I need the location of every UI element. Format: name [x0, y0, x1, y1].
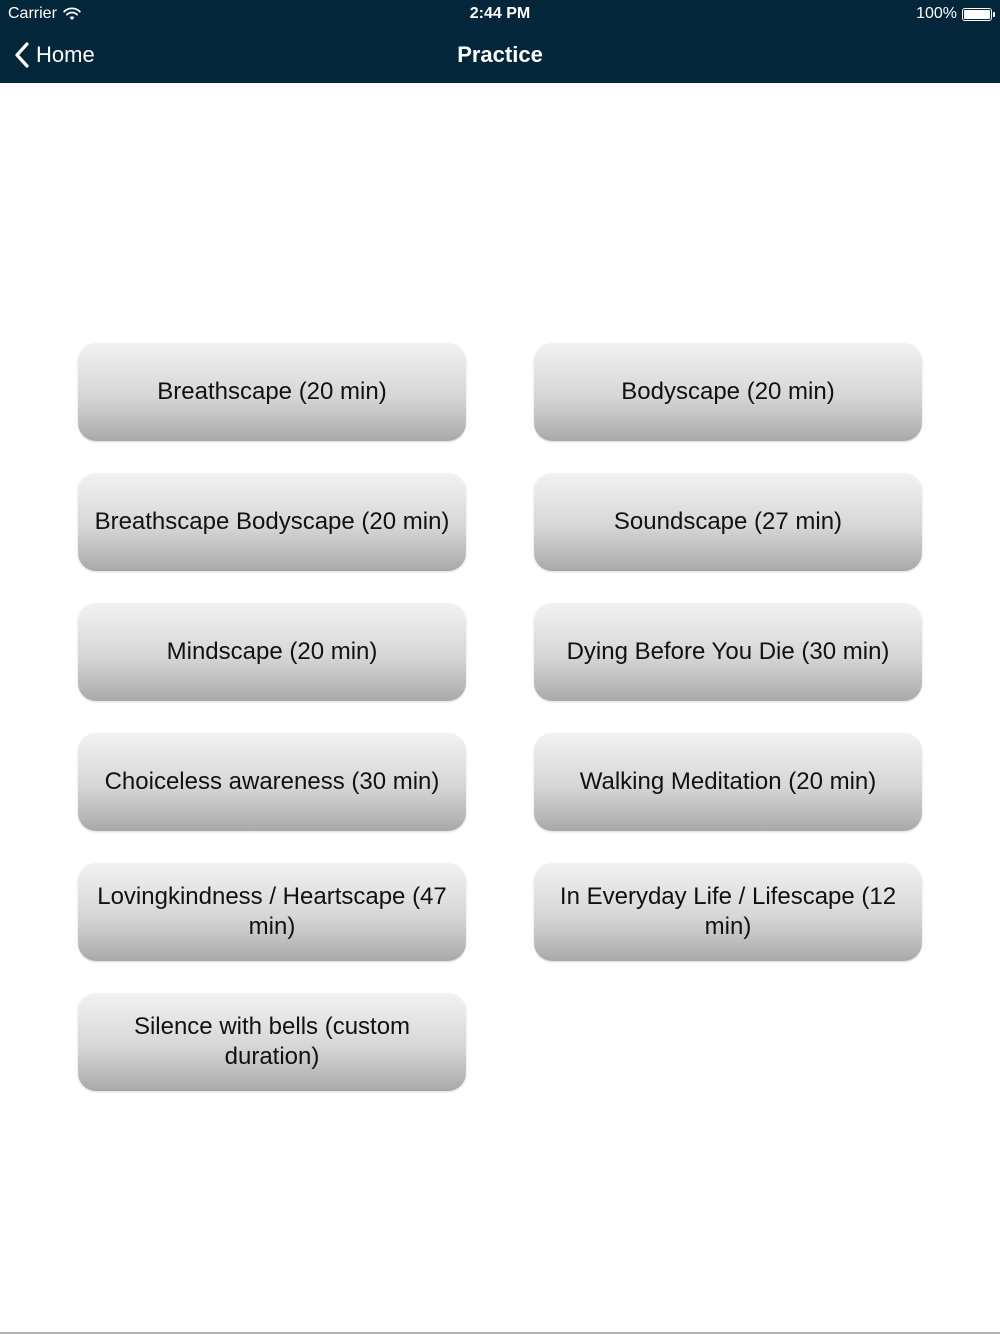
- status-bar: [0, 0, 1000, 28]
- practice-button-label: Lovingkindness / Heartscape (47 min): [97, 883, 447, 940]
- practice-button-walking-meditation[interactable]: [534, 733, 922, 831]
- practice-button-label: Breathscape (20 min): [157, 378, 387, 405]
- navigation-bar: [0, 28, 1000, 83]
- battery-icon: [962, 8, 992, 21]
- practice-button-label: Bodyscape (20 min): [621, 378, 835, 405]
- practice-button-label: Soundscape (27 min): [613, 508, 843, 535]
- battery-tip: [993, 12, 995, 17]
- carrier-label: Carrier: [8, 5, 57, 22]
- practice-button-choiceless-awareness[interactable]: [78, 733, 466, 831]
- practice-button-label: Breathscape Bodyscape (20 min): [94, 508, 450, 535]
- practice-button-label: Choiceless awareness (30 min): [104, 768, 440, 795]
- battery-percent: 100%: [916, 5, 957, 22]
- practice-button-label: In Everyday Life / Lifescape (12 min): [559, 883, 897, 940]
- practice-button-soundscape[interactable]: [534, 473, 922, 571]
- practice-button-lovingkindness[interactable]: [78, 863, 466, 961]
- practice-button-dying-before-you-die[interactable]: [534, 603, 922, 701]
- top-bar: [0, 0, 1000, 83]
- practice-button-label: Dying Before You Die (30 min): [566, 638, 890, 665]
- practice-button-everyday-life[interactable]: [534, 863, 922, 961]
- practice-button-label: Mindscape (20 min): [166, 638, 378, 665]
- battery-fill: [964, 10, 990, 19]
- back-button-label: Home: [36, 42, 95, 67]
- page-title: Practice: [457, 42, 543, 67]
- practice-button-bodyscape[interactable]: [534, 343, 922, 441]
- practice-button-breathscape[interactable]: [78, 343, 466, 441]
- practice-button-silence-with-bells[interactable]: [78, 993, 466, 1091]
- practice-button-mindscape[interactable]: [78, 603, 466, 701]
- practice-grid: [78, 343, 922, 1091]
- practice-button-breathscape-bodyscape[interactable]: [78, 473, 466, 571]
- practice-button-label: Walking Meditation (20 min): [579, 768, 877, 795]
- status-time: 2:44 PM: [469, 5, 531, 22]
- practice-button-label: Silence with bells (custom duration): [133, 1013, 411, 1070]
- battery-indicator: [916, 5, 992, 23]
